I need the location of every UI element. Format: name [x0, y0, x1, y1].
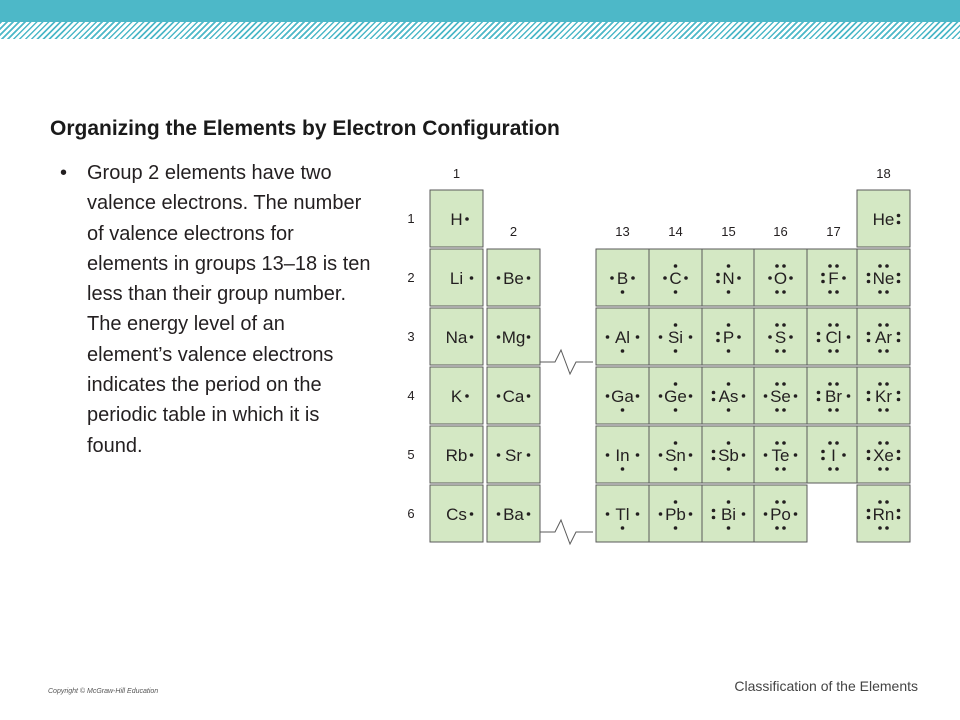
element-symbol: K [450, 387, 463, 406]
valence-electron-dot [828, 382, 832, 386]
valence-electron-dot [794, 394, 798, 398]
valence-electron-dot [659, 335, 663, 339]
valence-electron-dot [775, 500, 779, 504]
valence-electron-dot [716, 280, 720, 284]
valence-electron-dot [764, 453, 768, 457]
valence-electron-dot [878, 382, 882, 386]
valence-electron-dot [727, 323, 731, 327]
valence-electron-dot [606, 394, 610, 398]
valence-electron-dot [885, 290, 889, 294]
valence-electron-dot [775, 264, 779, 268]
valence-electron-dot [897, 214, 901, 218]
valence-electron-dot [847, 335, 851, 339]
valence-electron-dot [867, 509, 871, 513]
valence-electron-dot [878, 467, 882, 471]
valence-electron-dot [897, 398, 901, 402]
valence-electron-dot [782, 349, 786, 353]
valence-electron-dot [828, 290, 832, 294]
period-label-3: 3 [407, 329, 415, 344]
valence-electron-dot [712, 509, 716, 513]
element-cell-o [754, 249, 807, 306]
valence-electron-dot [768, 335, 772, 339]
valence-electron-dot [527, 335, 531, 339]
valence-electron-dot [885, 349, 889, 353]
element-cell-i [807, 426, 860, 483]
element-symbol: Se [770, 387, 791, 406]
valence-electron-dot [712, 450, 716, 454]
element-symbol: Be [503, 269, 524, 288]
element-cell-rb [430, 426, 483, 483]
valence-electron-dot [712, 457, 716, 461]
element-cell-in [596, 426, 649, 483]
period-label-5: 5 [407, 447, 415, 462]
valence-electron-dot [847, 394, 851, 398]
element-cell-mg [487, 308, 540, 365]
group-label-18: 18 [876, 166, 891, 181]
valence-electron-dot [842, 276, 846, 280]
valence-electron-dot [878, 408, 882, 412]
valence-electron-dot [631, 276, 635, 280]
element-cell-br [807, 367, 860, 424]
valence-electron-dot [821, 280, 825, 284]
valence-electron-dot [789, 276, 793, 280]
valence-electron-dot [712, 398, 716, 402]
valence-electron-dot [768, 276, 772, 280]
element-symbol: C [669, 269, 682, 288]
group-label-15: 15 [721, 224, 736, 239]
element-symbol: H [450, 210, 463, 229]
valence-electron-dot [621, 467, 625, 471]
valence-electron-dot [727, 526, 731, 530]
valence-electron-dot [817, 391, 821, 395]
valence-electron-dot [817, 339, 821, 343]
valence-electron-dot [497, 453, 501, 457]
element-symbol: Cs [446, 505, 467, 524]
valence-electron-dot [727, 500, 731, 504]
element-cell-al [596, 308, 649, 365]
element-symbol: Pb [665, 505, 686, 524]
valence-electron-dot [897, 339, 901, 343]
group-label-13: 13 [615, 224, 630, 239]
element-symbol: O [773, 269, 788, 288]
valence-electron-dot [636, 394, 640, 398]
valence-electron-dot [674, 290, 678, 294]
valence-electron-dot [674, 382, 678, 386]
valence-electron-dot [727, 290, 731, 294]
valence-electron-dot [712, 391, 716, 395]
valence-electron-dot [716, 332, 720, 336]
valence-electron-dot [775, 526, 779, 530]
break-marks [539, 350, 593, 544]
valence-electron-dot [782, 323, 786, 327]
valence-electron-dot [621, 290, 625, 294]
valence-electron-dot [659, 453, 663, 457]
element-cell-ga [596, 367, 649, 424]
valence-electron-dot [659, 512, 663, 516]
element-symbol: I [831, 446, 836, 465]
valence-electron-dot [470, 335, 474, 339]
element-cell-li [430, 249, 483, 306]
element-symbol: Ga [611, 387, 634, 406]
element-cell-po [754, 485, 807, 542]
valence-electron-dot [689, 453, 693, 457]
element-cell-te [754, 426, 807, 483]
valence-electron-dot [606, 453, 610, 457]
valence-electron-dot [789, 335, 793, 339]
element-cell-f [807, 249, 860, 306]
valence-electron-dot [885, 264, 889, 268]
valence-electron-dot [674, 349, 678, 353]
element-symbol: Sr [505, 446, 522, 465]
valence-electron-dot [885, 500, 889, 504]
valence-electron-dot [835, 408, 839, 412]
valence-electron-dot [817, 398, 821, 402]
valence-electron-dot [897, 332, 901, 336]
valence-electron-dot [867, 398, 871, 402]
element-cell-be [487, 249, 540, 306]
group-label-1: 1 [452, 166, 461, 181]
valence-electron-dot [897, 509, 901, 513]
valence-electron-dot [716, 273, 720, 277]
element-cell-ge [649, 367, 702, 424]
element-cell-xe [857, 426, 910, 483]
bullet-marker: • [60, 162, 68, 184]
element-symbol: Ge [664, 387, 687, 406]
valence-electron-dot [828, 349, 832, 353]
element-symbol: Li [449, 269, 464, 288]
element-symbol: Sb [718, 446, 739, 465]
element-cells [430, 190, 910, 542]
valence-electron-dot [821, 450, 825, 454]
element-cell-kr [857, 367, 910, 424]
valence-electron-dot [878, 526, 882, 530]
element-cell-ca [487, 367, 540, 424]
element-symbol: F [828, 269, 839, 288]
valence-electron-dot [712, 516, 716, 520]
valence-electron-dot [737, 335, 741, 339]
valence-electron-dot [828, 467, 832, 471]
valence-electron-dot [527, 394, 531, 398]
valence-electron-dot [867, 280, 871, 284]
valence-electron-dot [497, 335, 501, 339]
valence-electron-dot [897, 273, 901, 277]
element-symbol: Ba [503, 505, 524, 524]
valence-electron-dot [497, 276, 501, 280]
valence-electron-dot [764, 512, 768, 516]
valence-electron-dot [689, 335, 693, 339]
valence-electron-dot [497, 512, 501, 516]
valence-electron-dot [775, 441, 779, 445]
element-cell-sb [702, 426, 755, 483]
element-cell-na [430, 308, 483, 365]
valence-electron-dot [764, 394, 768, 398]
valence-electron-dot [727, 408, 731, 412]
valence-electron-dot [621, 408, 625, 412]
valence-electron-dot [465, 217, 469, 221]
element-symbol: Na [445, 328, 468, 347]
valence-electron-dot [835, 382, 839, 386]
element-symbol: Si [667, 328, 684, 347]
valence-electron-dot [727, 349, 731, 353]
valence-electron-dot [689, 394, 693, 398]
element-symbol: Te [771, 446, 790, 465]
valence-electron-dot [663, 276, 667, 280]
period-label-1: 1 [407, 211, 415, 226]
valence-electron-dot [897, 450, 901, 454]
element-symbol: Rn [872, 505, 895, 524]
valence-electron-dot [465, 394, 469, 398]
element-symbol: Tl [615, 505, 630, 524]
valence-electron-dot [674, 500, 678, 504]
valence-electron-dot [867, 457, 871, 461]
valence-electron-dot [742, 394, 746, 398]
group-label-16: 16 [773, 224, 788, 239]
valence-electron-dot [727, 467, 731, 471]
element-cell-he [857, 190, 910, 247]
valence-electron-dot [527, 276, 531, 280]
valence-electron-dot [897, 516, 901, 520]
valence-electron-dot [606, 512, 610, 516]
valence-electron-dot [470, 453, 474, 457]
copyright-notice: Copyright © McGraw-Hill Education [48, 688, 159, 695]
valence-electron-dot [878, 349, 882, 353]
valence-electron-dot [782, 500, 786, 504]
valence-electron-dot [794, 453, 798, 457]
valence-electron-dot [727, 264, 731, 268]
valence-electron-dot [659, 394, 663, 398]
valence-electron-dot [527, 453, 531, 457]
valence-electron-dot [867, 391, 871, 395]
valence-electron-dot [842, 453, 846, 457]
electron-dot-periodic-table [395, 160, 925, 552]
element-cell-ar [857, 308, 910, 365]
valence-electron-dot [867, 339, 871, 343]
period-label-4: 4 [407, 388, 415, 403]
valence-electron-dot [885, 526, 889, 530]
element-symbol: Bi [720, 505, 737, 524]
element-symbol: Ne [872, 269, 895, 288]
valence-electron-dot [878, 441, 882, 445]
bullet-text: Group 2 elements have two valence electrons. The number of valence electrons for elements in groups 13–18 is ten less than their group number. The energy level of an element’s valence electrons indicates the period on the periodic table in which it is found. [87, 162, 371, 457]
valence-electron-dot [878, 264, 882, 268]
element-cell-sn [649, 426, 702, 483]
valence-electron-dot [782, 408, 786, 412]
valence-electron-dot [828, 264, 832, 268]
valence-electron-dot [737, 276, 741, 280]
period-label-6: 6 [407, 506, 415, 521]
break-line-top [539, 350, 593, 374]
valence-electron-dot [782, 441, 786, 445]
valence-electron-dot [867, 516, 871, 520]
valence-electron-dot [794, 512, 798, 516]
valence-electron-dot [897, 280, 901, 284]
element-cell-si [649, 308, 702, 365]
element-symbol: He [872, 210, 895, 229]
valence-electron-dot [782, 264, 786, 268]
element-cell-h [430, 190, 483, 247]
element-symbol: Po [770, 505, 791, 524]
valence-electron-dot [885, 408, 889, 412]
element-symbol: B [616, 269, 629, 288]
valence-electron-dot [835, 323, 839, 327]
valence-electron-dot [835, 349, 839, 353]
valence-electron-dot [878, 323, 882, 327]
valence-electron-dot [885, 382, 889, 386]
valence-electron-dot [782, 382, 786, 386]
valence-electron-dot [775, 323, 779, 327]
valence-electron-dot [636, 512, 640, 516]
valence-electron-dot [828, 323, 832, 327]
group-label-17: 17 [826, 224, 841, 239]
valence-electron-dot [727, 441, 731, 445]
valence-electron-dot [610, 276, 614, 280]
valence-electron-dot [835, 441, 839, 445]
element-cell-rn [857, 485, 910, 542]
valence-electron-dot [716, 339, 720, 343]
element-cell-p [702, 308, 755, 365]
element-symbol: Rb [445, 446, 468, 465]
valence-electron-dot [878, 290, 882, 294]
group-label-2: 2 [509, 224, 518, 239]
valence-electron-dot [821, 273, 825, 277]
valence-electron-dot [867, 273, 871, 277]
element-cell-cl [807, 308, 860, 365]
group-label-14: 14 [668, 224, 683, 239]
valence-electron-dot [674, 264, 678, 268]
valence-electron-dot [817, 332, 821, 336]
valence-electron-dot [636, 453, 640, 457]
valence-electron-dot [782, 526, 786, 530]
valence-electron-dot [821, 457, 825, 461]
footer-section-title: Classification of the Elements [734, 678, 918, 694]
element-cell-ne [857, 249, 910, 306]
valence-electron-dot [727, 382, 731, 386]
element-symbol: As [718, 387, 739, 406]
valence-electron-dot [674, 323, 678, 327]
valence-electron-dot [742, 453, 746, 457]
valence-electron-dot [775, 382, 779, 386]
valence-electron-dot [684, 276, 688, 280]
element-cell-b [596, 249, 649, 306]
valence-electron-dot [470, 512, 474, 516]
element-cell-c [649, 249, 702, 306]
element-symbol: Cl [825, 328, 842, 347]
valence-electron-dot [636, 335, 640, 339]
valence-electron-dot [470, 276, 474, 280]
valence-electron-dot [775, 467, 779, 471]
valence-electron-dot [527, 512, 531, 516]
valence-electron-dot [674, 526, 678, 530]
header-hatch-stripe [0, 22, 960, 39]
element-symbol: P [722, 328, 735, 347]
element-cell-s [754, 308, 807, 365]
element-cell-k [430, 367, 483, 424]
element-symbol: Al [614, 328, 631, 347]
element-symbol: Mg [501, 328, 526, 347]
valence-electron-dot [885, 467, 889, 471]
element-symbol: In [615, 446, 630, 465]
valence-electron-dot [835, 290, 839, 294]
valence-electron-dot [674, 441, 678, 445]
valence-electron-dot [775, 349, 779, 353]
valence-electron-dot [897, 391, 901, 395]
valence-electron-dot [885, 323, 889, 327]
element-cell-pb [649, 485, 702, 542]
valence-electron-dot [742, 512, 746, 516]
valence-electron-dot [674, 408, 678, 412]
valence-electron-dot [497, 394, 501, 398]
slide-title: Organizing the Elements by Electron Configuration [50, 117, 560, 140]
valence-electron-dot [897, 221, 901, 225]
element-cell-n [702, 249, 755, 306]
valence-electron-dot [775, 408, 779, 412]
valence-electron-dot [689, 512, 693, 516]
valence-electron-dot [867, 332, 871, 336]
element-symbol: Br [825, 387, 842, 406]
valence-electron-dot [897, 457, 901, 461]
element-cell-cs [430, 485, 483, 542]
element-symbol: S [774, 328, 787, 347]
valence-electron-dot [828, 441, 832, 445]
valence-electron-dot [885, 441, 889, 445]
valence-electron-dot [835, 264, 839, 268]
element-symbol: Kr [875, 387, 892, 406]
valence-electron-dot [828, 408, 832, 412]
element-cell-tl [596, 485, 649, 542]
period-label-2: 2 [407, 270, 415, 285]
element-cell-ba [487, 485, 540, 542]
element-symbol: Ar [875, 328, 892, 347]
valence-electron-dot [835, 467, 839, 471]
valence-electron-dot [878, 500, 882, 504]
valence-electron-dot [782, 467, 786, 471]
element-symbol: Sn [665, 446, 686, 465]
valence-electron-dot [674, 467, 678, 471]
element-symbol: Xe [873, 446, 894, 465]
valence-electron-dot [606, 335, 610, 339]
element-cell-bi [702, 485, 755, 542]
element-cell-sr [487, 426, 540, 483]
header-band [0, 0, 960, 22]
break-line-bottom [539, 520, 593, 544]
element-symbol: N [722, 269, 735, 288]
valence-electron-dot [782, 290, 786, 294]
valence-electron-dot [775, 290, 779, 294]
valence-electron-dot [867, 450, 871, 454]
element-cell-se [754, 367, 807, 424]
element-symbol: Ca [502, 387, 525, 406]
valence-electron-dot [621, 349, 625, 353]
element-cell-as [702, 367, 755, 424]
valence-electron-dot [621, 526, 625, 530]
